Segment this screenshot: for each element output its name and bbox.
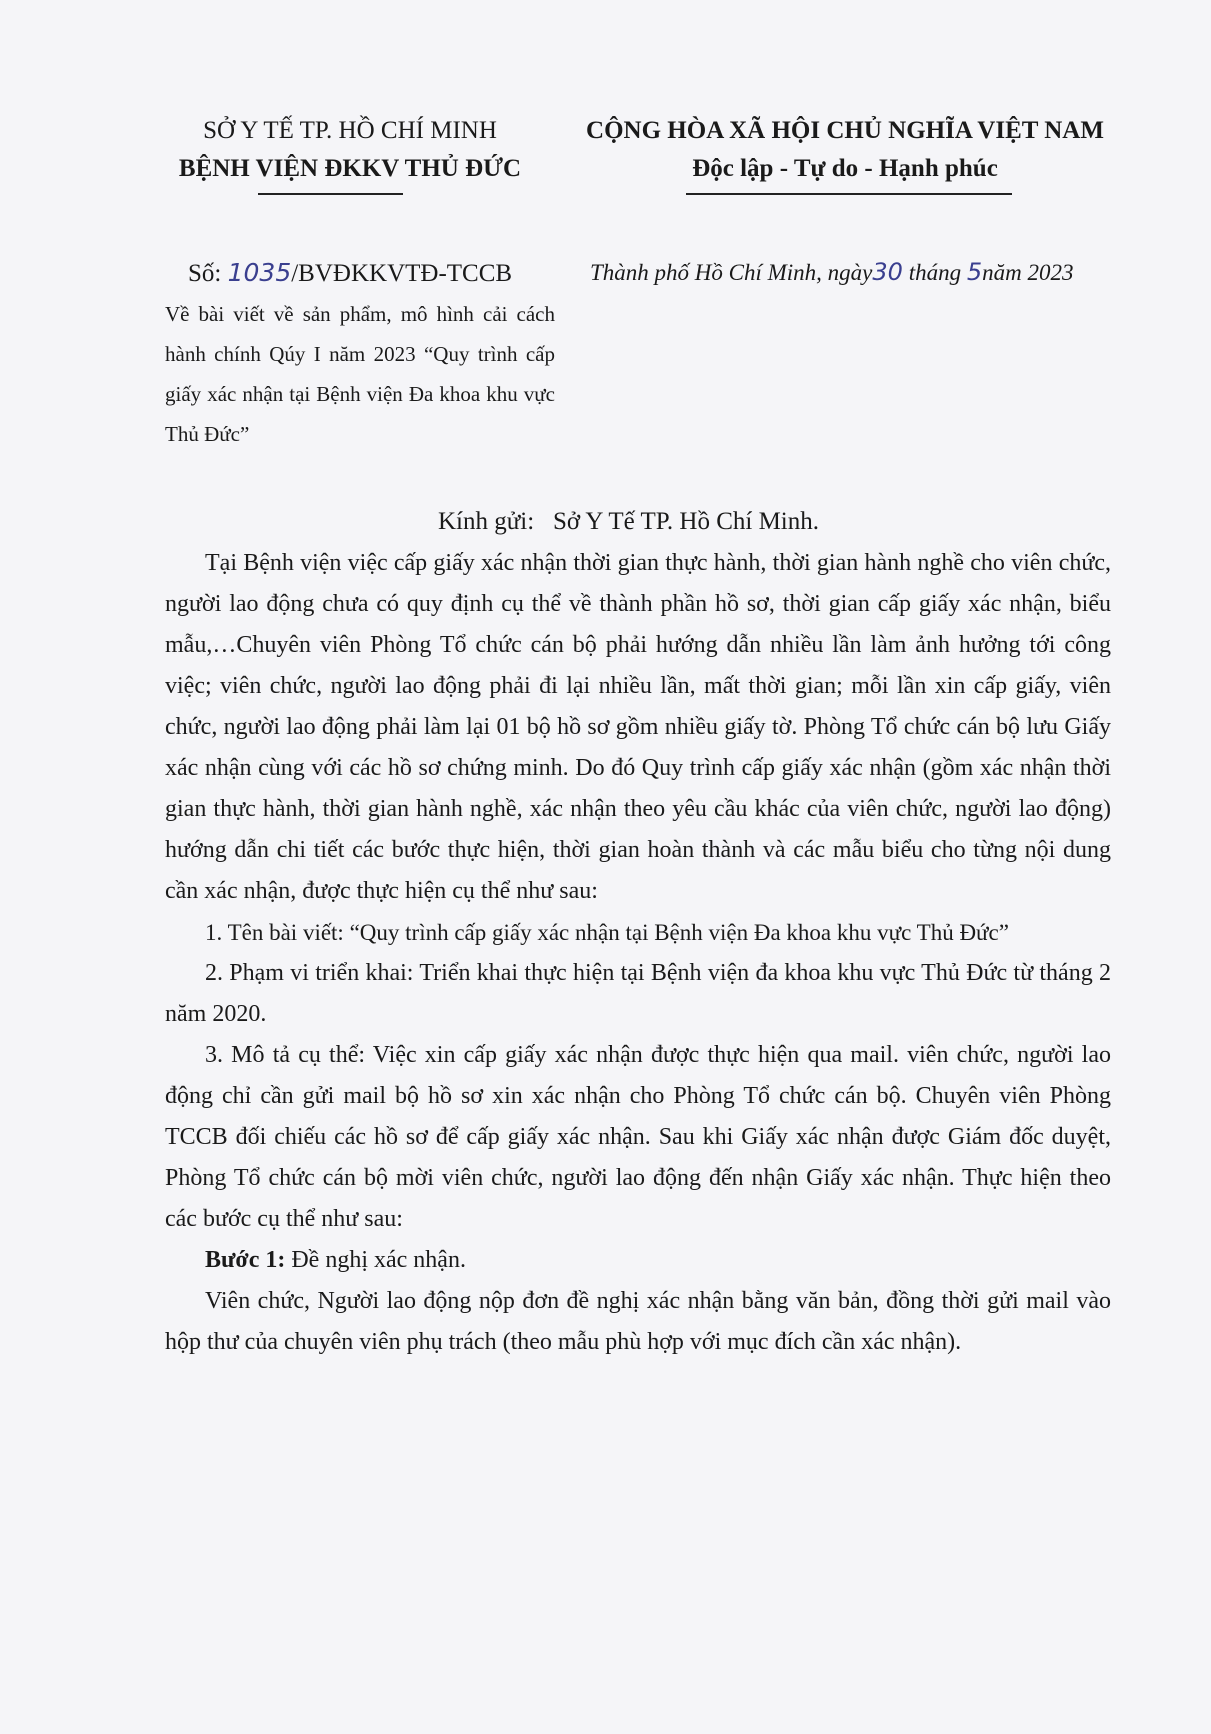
body-item-scope: 2. Phạm vi triển khai: Triển khai thực hiện tại Bệnh viện đa khoa khu vực Thủ Đức từ tháng 2 năm 2020. (165, 960, 1111, 1027)
document-number (188, 258, 588, 288)
document-subject: Về bài viết về sản phẩm, mô hình cải cách hành chính Qúy I năm 2023 “Quy trình cấp giấy xác nhận tại Bệnh viện Đa khoa khu vực Thủ Đức” (165, 302, 555, 446)
document-number-suffix: /BVĐKKVTĐ-TCCB (291, 260, 513, 287)
body-step-1 (165, 1240, 1111, 1281)
date-prefix: Thành phố Hồ Chí Minh, ngày (590, 260, 873, 285)
body-item-title: 1. Tên bài viết: “Quy trình cấp giấy xác nhận tại Bệnh viện Đa khoa khu vực Thủ Đức” (205, 920, 1009, 945)
left-header-underline (258, 193, 403, 195)
body-item-description: 3. Mô tả cụ thể: Việc xin cấp giấy xác nhận được thực hiện qua mail. viên chức, người lao động chỉ cần gửi mail bộ hồ sơ xin xác nhận cho Phòng Tổ chức cán bộ. Chuyên viên Phòng TCCB đối chiếu các hồ sơ để cấp giấy xác nhận. Sau khi Giấy xác nhận được Giám đốc duyệt, Phòng Tổ chức cán bộ mời viên chức, người lao động đến nhận Giấy xác nhận. Thực hiện theo các bước cụ thể như sau: (165, 1042, 1111, 1232)
step-1-text: Đề nghị xác nhận. (285, 1247, 466, 1273)
greeting (438, 508, 819, 536)
document-number-prefix: Số: (188, 260, 228, 287)
body-step-1-detail: Viên chức, Người lao động nộp đơn đề nghị xác nhận bằng văn bản, đồng thời gửi mail vào hộp thư của chuyên viên phụ trách (theo mẫu phù hợp với mục đích cần xác nhận). (165, 1288, 1111, 1355)
date-year: năm 2023 (982, 260, 1074, 285)
body-paragraph-intro: Tại Bệnh viện việc cấp giấy xác nhận thời gian thực hành, thời gian hành nghề cho viên chức, người lao động chưa có quy định cụ thể về thành phần hồ sơ, thời gian cấp giấy xác nhận, biểu mẫu,…Chuyên viên Phòng Tổ chức cán bộ phải hướng dẫn nhiều lần làm ảnh hưởng tới công việc; viên chức, người lao động phải đi lại nhiều lần, mất thời gian; mỗi lần xin cấp giấy, viên chức, người lao động phải làm lại 01 bộ hồ sơ gồm nhiều giấy tờ. Phòng Tổ chức cán bộ lưu Giấy xác nhận cùng với các hồ sơ chứng minh. Do đó Quy trình cấp giấy xác nhận (gồm xác nhận thời gian thực hành, thời gian hành nghề, xác nhận theo yêu cầu khác của viên chức, người lao động) hướng dẫn chi tiết các bước thực hiện, thời gian hoàn thành và các mẫu biểu cho từng nội dung cần xác nhận, được thực hiện cụ thể như sau: (165, 550, 1111, 904)
step-1-label: Bước 1: (205, 1247, 286, 1273)
issuing-organization: BỆNH VIỆN ĐKKV THỦ ĐỨC (178, 155, 522, 182)
greeting-label: Kính gửi: (438, 508, 535, 535)
issuing-authority: SỞ Y TẾ TP. HỒ CHÍ MINH (203, 117, 497, 144)
national-title: CỘNG HÒA XÃ HỘI CHỦ NGHĨA VIỆT NAM (586, 117, 1104, 144)
right-header-underline (686, 193, 1012, 195)
document-body (165, 543, 1111, 1363)
handwritten-month: 5 (966, 258, 983, 286)
greeting-recipient: Sở Y Tế TP. Hồ Chí Minh. (552, 508, 819, 535)
handwritten-day: 30 (872, 258, 903, 286)
handwritten-document-number: 1035 (227, 258, 292, 287)
date-line (590, 258, 1150, 286)
date-month-label: tháng (902, 260, 967, 285)
national-motto: Độc lập - Tự do - Hạnh phúc (692, 155, 998, 182)
